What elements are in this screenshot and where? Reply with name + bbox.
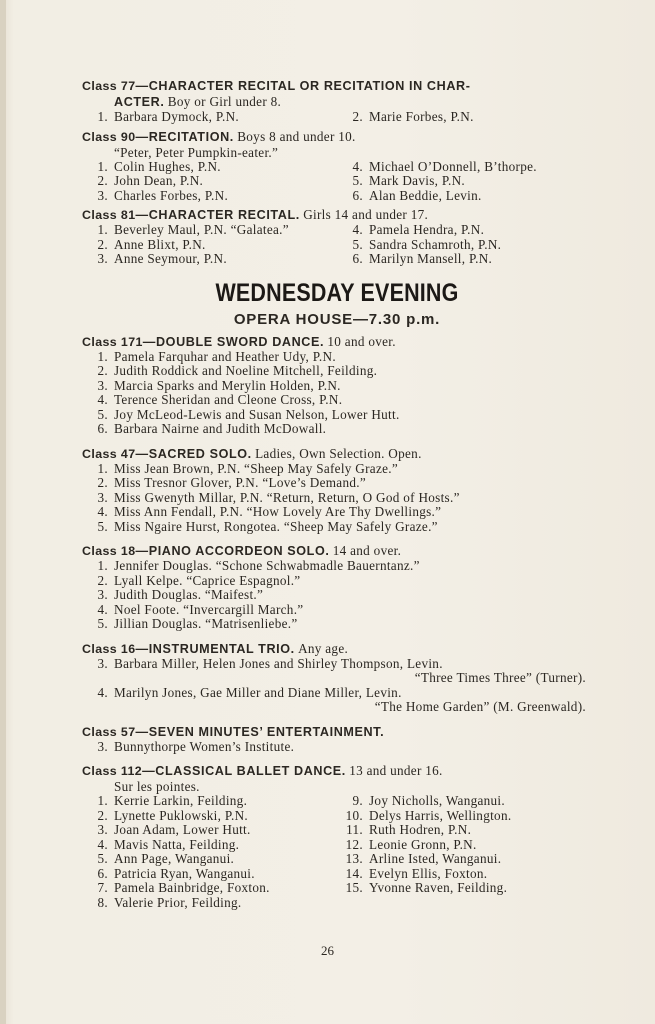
- entry-number: 11.: [346, 822, 363, 837]
- class-title: —DOUBLE SWORD DANCE.: [142, 334, 325, 349]
- entry: [337, 867, 592, 882]
- class-title-cont: ACTER.: [114, 95, 165, 109]
- entry-text: Mavis Natta, Feilding.: [114, 836, 240, 852]
- entry: [337, 252, 592, 267]
- entry-text: Mark Davis, P.N.: [369, 173, 466, 188]
- entry: [82, 393, 592, 408]
- entry-number: 6.: [352, 251, 363, 266]
- entry-row: [82, 110, 592, 125]
- class-18-entries: [82, 559, 592, 632]
- entry-text: John Dean, P.N.: [114, 173, 204, 188]
- entry-row: [82, 823, 592, 838]
- entry: [82, 160, 337, 175]
- class-112-entries: [82, 794, 592, 910]
- entry-number: 1.: [97, 158, 108, 174]
- entry: [337, 189, 592, 204]
- entry: [337, 160, 592, 175]
- entry-row: [82, 838, 592, 853]
- entry-text: Judith Douglas. “Maifest.”: [114, 587, 264, 602]
- entry-text: Jillian Douglas. “Matrisenliebe.”: [114, 616, 298, 631]
- entry: [82, 617, 592, 632]
- entry-number: 5.: [352, 236, 363, 252]
- entry-text: Marilyn Mansell, P.N.: [369, 251, 493, 266]
- class-77-entries: [82, 110, 592, 125]
- entry-text: Ann Page, Wanganui.: [114, 851, 235, 866]
- entry: [82, 252, 337, 267]
- entry-text: Kerrie Larkin, Feilding.: [114, 793, 248, 808]
- entry-text: Miss Jean Brown, P.N. “Sheep May Safely Graze.”: [114, 460, 399, 476]
- entry-number: 13.: [345, 851, 363, 866]
- entry: [82, 379, 592, 394]
- entry: [82, 867, 337, 882]
- entry-number: 9.: [352, 793, 363, 808]
- class-number: Class 90: [82, 129, 136, 144]
- entry-row: [82, 896, 592, 911]
- entry-text: Noel Foote. “Invercargill March.”: [114, 601, 304, 617]
- entry-number: 4.: [97, 684, 108, 700]
- class-number: Class 47: [82, 446, 136, 461]
- entry-number: 3.: [97, 377, 108, 393]
- class-description: Any age.: [298, 640, 349, 656]
- entry-number: 5.: [97, 851, 108, 866]
- entry-number: 2.: [97, 236, 108, 252]
- class-47-heading: [82, 446, 592, 462]
- entry: [82, 657, 592, 672]
- entry: [82, 189, 337, 204]
- entry-number: 4.: [97, 504, 108, 519]
- entry-number: 1.: [97, 109, 108, 124]
- entry: [82, 896, 337, 911]
- entry-row: [82, 252, 592, 267]
- entry: [82, 603, 592, 618]
- entry-row: [82, 852, 592, 867]
- entry-number: 4.: [352, 222, 363, 237]
- entry-number: 8.: [97, 894, 108, 910]
- entry-number: 5.: [97, 616, 108, 631]
- entry-number: 3.: [97, 738, 108, 754]
- entry-text: Marcia Sparks and Merylin Holden, P.N.: [114, 377, 341, 393]
- entry-number: 1.: [97, 460, 108, 476]
- entry: [82, 809, 337, 824]
- entry: [82, 350, 592, 365]
- entry: [82, 422, 592, 437]
- entry: [337, 110, 592, 125]
- entry-number: 3.: [97, 187, 108, 203]
- entry-row: [82, 238, 592, 253]
- class-description: 13 and under 16.: [349, 763, 443, 778]
- entry: [82, 686, 592, 701]
- entry: [82, 491, 592, 506]
- class-number: Class 16: [82, 641, 136, 656]
- class-number: Class 112: [82, 764, 143, 778]
- entry-text: Pamela Bainbridge, Foxton.: [114, 880, 270, 895]
- entry: [337, 838, 592, 853]
- entry-number: 2.: [97, 572, 108, 588]
- entry-row: [82, 223, 592, 238]
- entry-row: [82, 867, 592, 882]
- entry-text: Miss Ngaire Hurst, Rongotea. “Sheep May Safely Graze.”: [114, 518, 438, 534]
- class-90-heading: [82, 129, 592, 145]
- class-16-heading: [82, 641, 592, 657]
- class-16-entries: [82, 657, 592, 715]
- entry: [82, 559, 592, 574]
- entry-text: Evelyn Ellis, Foxton.: [369, 865, 488, 881]
- entry-number: 2.: [97, 173, 108, 188]
- entry-number: 12.: [345, 836, 363, 852]
- class-number: Class 77: [82, 79, 136, 93]
- entry-number: 10.: [345, 807, 363, 823]
- class-title: —CHARACTER RECITAL.: [135, 208, 300, 222]
- entry-text: Jennifer Douglas. “Schone Schwabmadle Bauerntanz.”: [114, 558, 420, 573]
- entry-text: Marilyn Jones, Gae Miller and Diane Miller, Levin.: [114, 684, 402, 700]
- class-description: 10 and over.: [327, 333, 396, 349]
- entry-number: 2.: [352, 109, 363, 124]
- class-90-note: “Peter, Peter Pumpkin-eater.”: [114, 144, 279, 160]
- entry-text: Beverley Maul, P.N. “Galatea.”: [114, 222, 289, 237]
- class-description: 14 and over.: [332, 543, 402, 558]
- entry-text: Bunnythorpe Women’s Institute.: [114, 738, 295, 754]
- entry-text: Miss Ann Fendall, P.N. “How Lovely Are Thy Dwellings.”: [114, 504, 442, 519]
- class-47-entries: [82, 462, 592, 535]
- entry: [82, 364, 592, 379]
- entry-number: 4.: [97, 601, 108, 617]
- class-77-heading: [82, 78, 592, 94]
- class-57-heading: [82, 724, 592, 740]
- entry-number: 1.: [97, 793, 108, 808]
- entry-number: 2.: [97, 807, 108, 823]
- entry-number: 3.: [97, 655, 108, 671]
- entry: [337, 896, 592, 911]
- entry: [82, 852, 337, 867]
- entry-row: [82, 809, 592, 824]
- entry-text: Anne Seymour, P.N.: [114, 251, 227, 266]
- spacer: [82, 632, 592, 637]
- class-description: Boys 8 and under 10.: [237, 128, 356, 144]
- entry-text: Ruth Hodren, P.N.: [369, 822, 472, 837]
- entry: [337, 852, 592, 867]
- entry-row: [82, 189, 592, 204]
- class-title: —INSTRUMENTAL TRIO.: [135, 641, 295, 656]
- class-title: —SEVEN MINUTES’ ENTERTAINMENT.: [135, 724, 385, 739]
- spacer: [82, 754, 592, 759]
- entry-text: Valerie Prior, Feilding.: [114, 894, 242, 910]
- entry: [82, 881, 337, 896]
- entry-text: Marie Forbes, P.N.: [369, 109, 474, 124]
- entry-text: Barbara Nairne and Judith McDowall.: [114, 421, 327, 436]
- entry-text: Pamela Hendra, P.N.: [369, 222, 485, 237]
- entry-text: Lynette Puklowski, P.N.: [114, 807, 249, 823]
- class-number: Class 57: [82, 724, 136, 739]
- entry: [82, 110, 337, 125]
- class-title: —CHARACTER RECITAL OR RECITATION IN CHAR-: [135, 79, 471, 93]
- class-57-entries: [82, 740, 592, 755]
- entry: [82, 223, 337, 238]
- entry: [82, 505, 592, 520]
- entry: [82, 588, 592, 603]
- entry-number: 3.: [97, 251, 108, 266]
- entry: [82, 823, 337, 838]
- entry: [337, 809, 592, 824]
- venue-heading: OPERA HOUSE—7.30 p.m.: [233, 310, 441, 328]
- class-90-entries: [82, 160, 592, 204]
- entry-number: 1.: [97, 558, 108, 573]
- class-18-heading: [82, 543, 592, 559]
- entry-row: [82, 881, 592, 896]
- entry-text: Lyall Kelpe. “Caprice Espagnol.”: [114, 572, 301, 588]
- entry-number: 6.: [352, 187, 363, 203]
- entry: [82, 476, 592, 491]
- entry-text: Joy McLeod-Lewis and Susan Nelson, Lower Hutt.: [114, 406, 400, 422]
- class-112-heading: [82, 763, 592, 779]
- entry: [82, 574, 592, 589]
- entry-number: 7.: [97, 880, 108, 895]
- entry-number: 1.: [97, 348, 108, 364]
- class-77-heading-cont: [82, 94, 592, 110]
- entry-row: [82, 174, 592, 189]
- entry-text: Miss Gwenyth Millar, P.N. “Return, Return, O God of Hosts.”: [114, 489, 460, 505]
- spacer: [82, 437, 592, 442]
- entry-text: Miss Tresnor Glover, P.N. “Love’s Demand.”: [114, 475, 366, 490]
- entry-text: Joan Adam, Lower Hutt.: [114, 822, 251, 837]
- entry-text: Barbara Miller, Helen Jones and Shirley Thompson, Levin.: [114, 655, 443, 671]
- entry-text: Judith Roddick and Noeline Mitchell, Feilding.: [114, 363, 378, 378]
- entry-text: Anne Blixt, P.N.: [114, 236, 206, 252]
- class-description: Boy or Girl under 8.: [167, 94, 282, 109]
- class-description: Ladies, Own Selection. Open.: [255, 445, 422, 461]
- entry: [82, 520, 592, 535]
- class-number: Class 18: [82, 544, 136, 558]
- entry-number: 15.: [345, 880, 363, 895]
- class-number: Class 171: [82, 334, 143, 349]
- entry: [82, 838, 337, 853]
- class-number: Class 81: [82, 208, 136, 222]
- class-81-heading: [82, 207, 592, 223]
- entry-text: Arline Isted, Wanganui.: [369, 851, 502, 866]
- class-171-heading: [82, 334, 592, 350]
- entry-number: 4.: [97, 836, 108, 852]
- entry: [82, 740, 592, 755]
- class-112-note: Sur les pointes.: [114, 779, 200, 794]
- entry-number: 3.: [97, 587, 108, 602]
- page-number: 26: [321, 943, 334, 958]
- entry-text: Barbara Dymock, P.N.: [114, 109, 240, 124]
- class-title: —RECITATION.: [135, 129, 234, 144]
- entry: [337, 174, 592, 189]
- class-171-entries: [82, 350, 592, 437]
- entry-text: Delys Harris, Wellington.: [369, 807, 512, 823]
- entry-number: 5.: [97, 518, 108, 534]
- entry-text: Yvonne Raven, Feilding.: [369, 880, 508, 895]
- class-title: —SACRED SOLO.: [135, 446, 252, 461]
- class-title: —PIANO ACCORDEON SOLO.: [135, 544, 330, 558]
- entry-text: Alan Beddie, Levin.: [369, 187, 482, 203]
- entry-number: 1.: [97, 222, 108, 237]
- entry: [337, 223, 592, 238]
- spacer: [82, 715, 592, 720]
- entry-number: 6.: [97, 421, 108, 436]
- page-content: [82, 74, 592, 910]
- entry: [337, 823, 592, 838]
- entry: [337, 794, 592, 809]
- entry-piece: “Three Times Three” (Turner).: [414, 670, 586, 685]
- entry-number: 4.: [352, 158, 363, 174]
- entry-piece: “The Home Garden” (M. Greenwald).: [374, 699, 586, 714]
- spacer: [82, 534, 592, 539]
- entry-text: Terence Sheridan and Cleone Cross, P.N.: [114, 392, 343, 407]
- entry-row: [82, 160, 592, 175]
- entry: [82, 462, 592, 477]
- class-title: —CLASSICAL BALLET DANCE.: [142, 764, 346, 778]
- entry-number: 4.: [97, 392, 108, 407]
- session-heading: WEDNESDAY EVENING: [215, 278, 459, 307]
- entry-text: Patricia Ryan, Wanganui.: [114, 865, 255, 881]
- entry-text: Michael O’Donnell, B’thorpe.: [369, 158, 537, 174]
- entry: [82, 238, 337, 253]
- class-81-entries: [82, 223, 592, 267]
- entry: [82, 794, 337, 809]
- page-spine: [0, 0, 6, 1024]
- entry-number: 14.: [345, 865, 363, 881]
- entry-number: 6.: [97, 865, 108, 881]
- entry: [82, 408, 592, 423]
- entry-number: 3.: [97, 822, 108, 837]
- entry-row: [82, 794, 592, 809]
- entry-number: 2.: [97, 475, 108, 490]
- entry-number: 5.: [352, 173, 363, 188]
- entry: [337, 881, 592, 896]
- entry-text: Pamela Farquhar and Heather Udy, P.N.: [114, 348, 336, 364]
- entry: [337, 238, 592, 253]
- entry-text: Joy Nicholls, Wanganui.: [369, 793, 505, 808]
- entry-text: Charles Forbes, P.N.: [114, 187, 229, 203]
- entry-number: 2.: [97, 363, 108, 378]
- class-description: Girls 14 and under 17.: [303, 207, 429, 222]
- entry: [82, 174, 337, 189]
- entry-text: Leonie Gronn, P.N.: [369, 836, 477, 852]
- entry-text: Colin Hughes, P.N.: [114, 158, 221, 174]
- entry-number: 5.: [97, 406, 108, 422]
- entry-text: Sandra Schamroth, P.N.: [369, 236, 502, 252]
- entry-number: 3.: [97, 489, 108, 505]
